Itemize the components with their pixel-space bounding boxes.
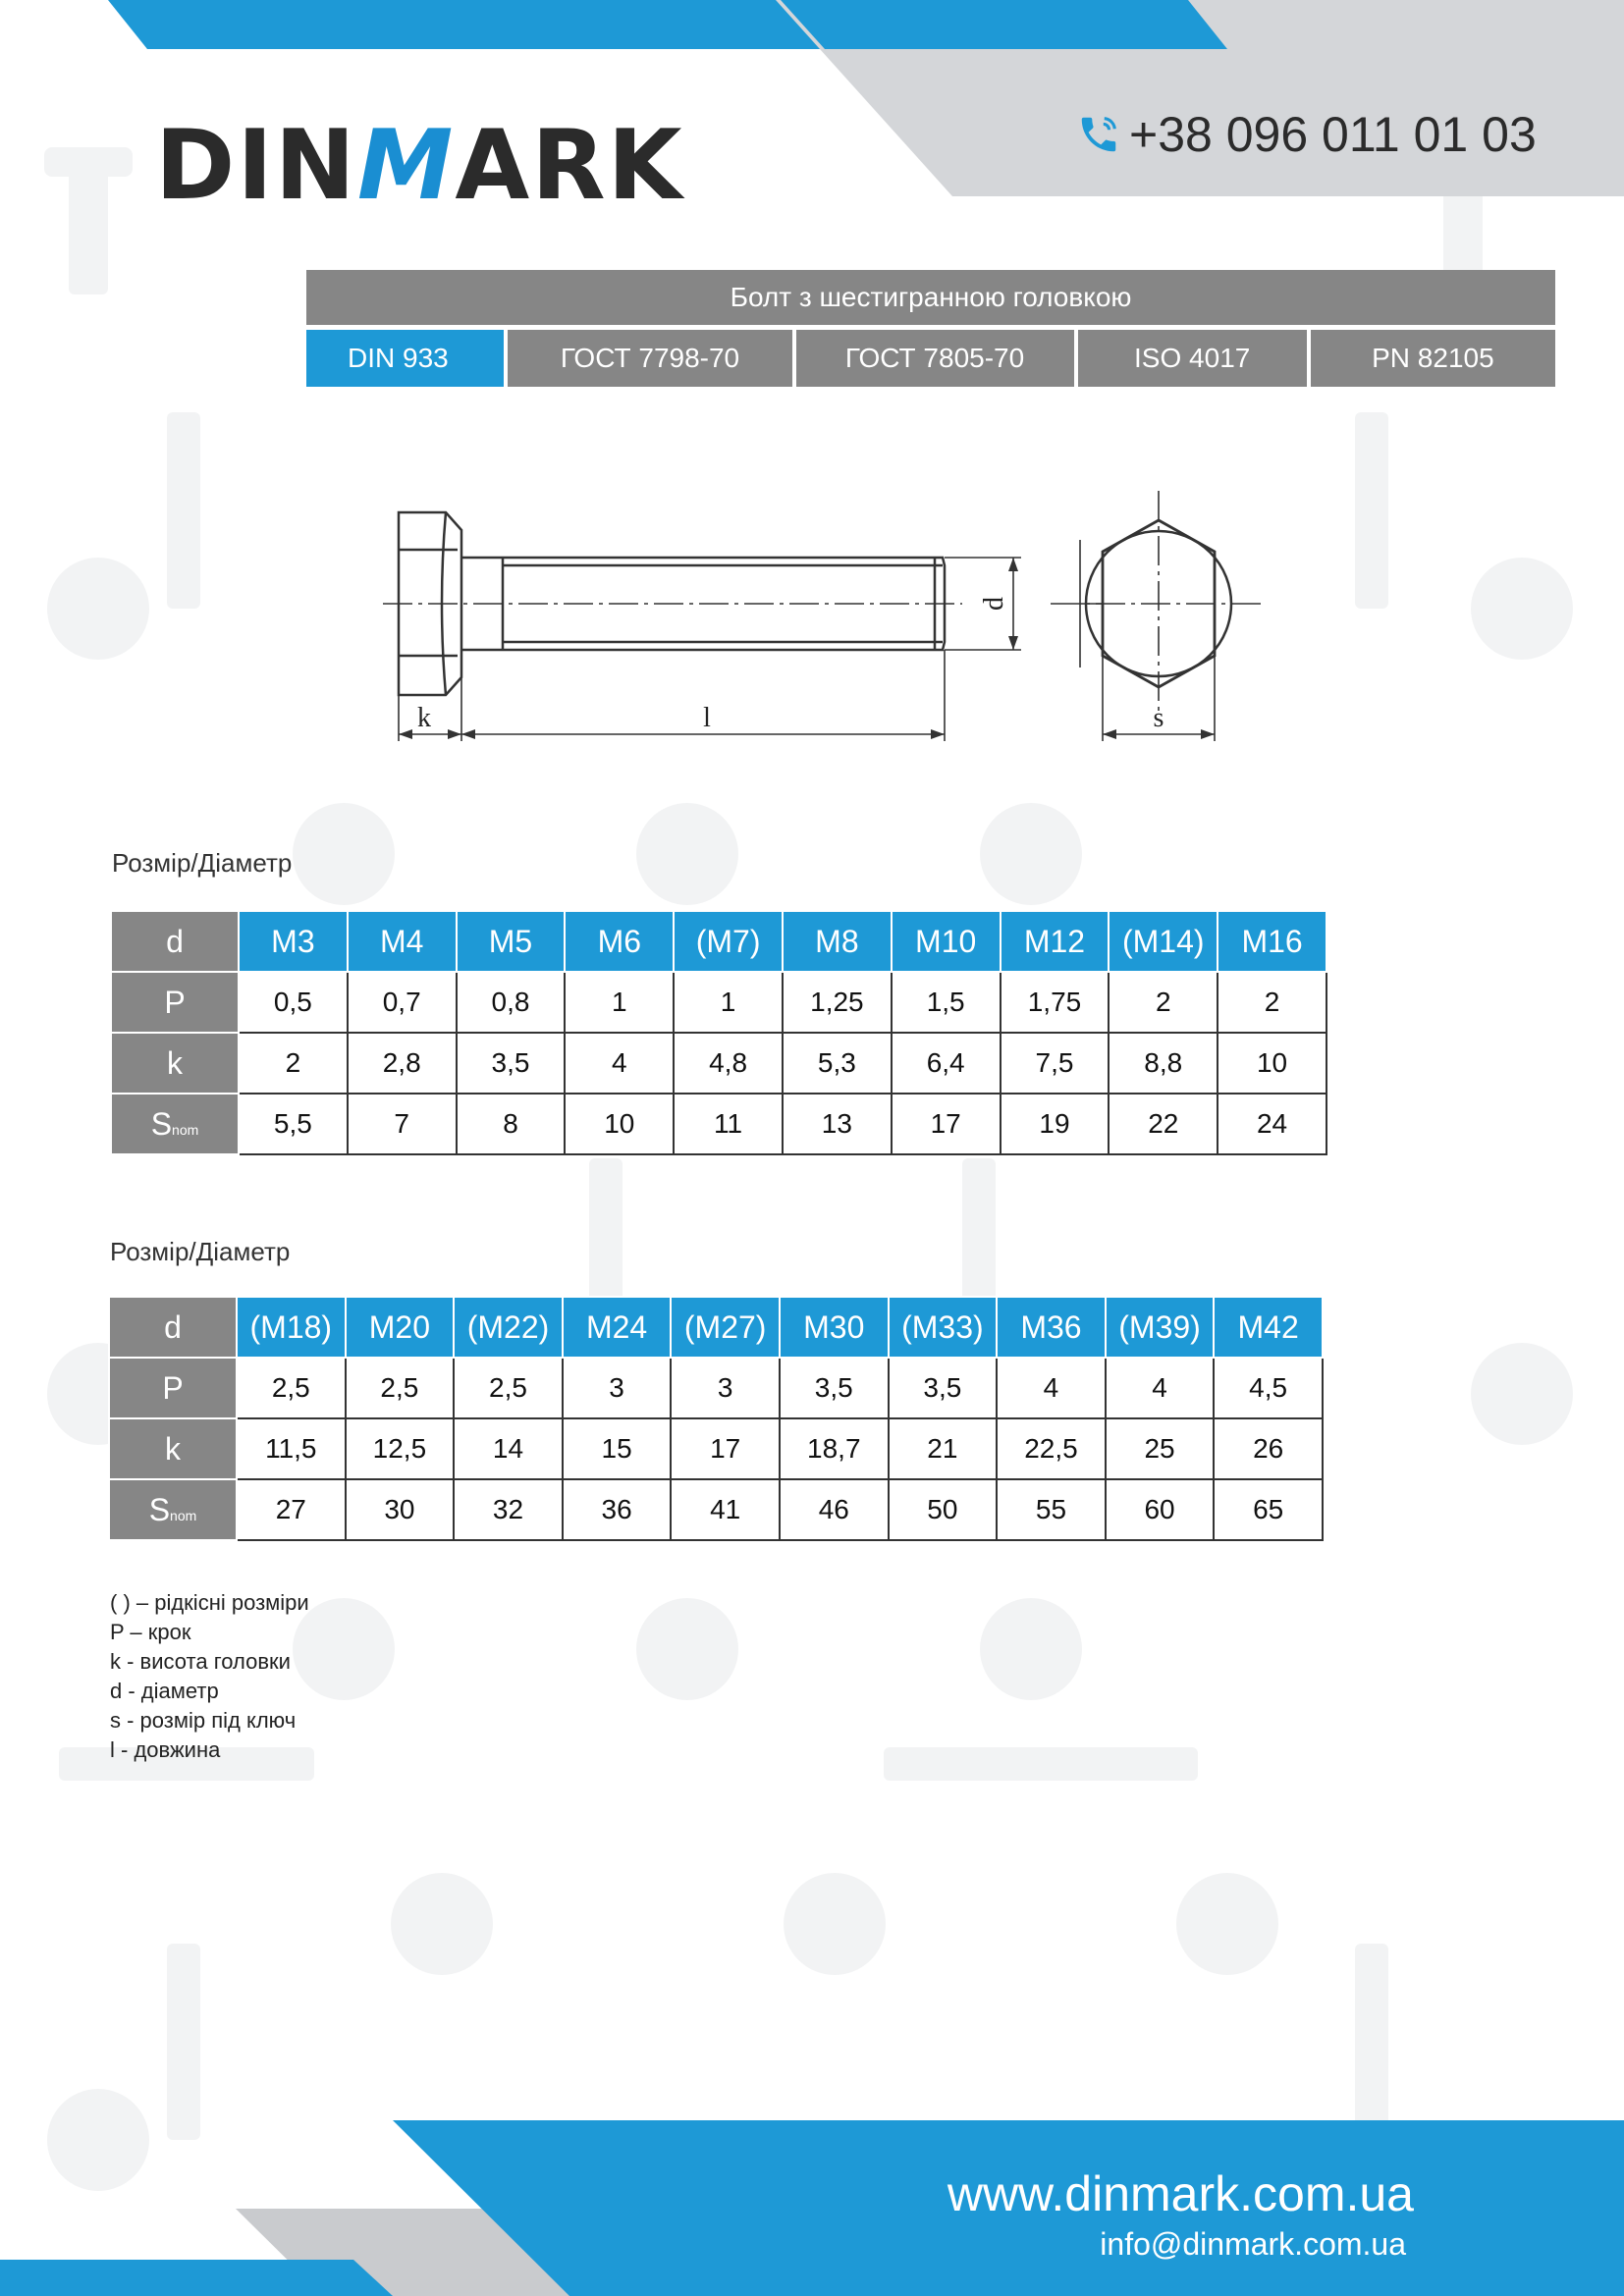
size-cell: M30 — [780, 1297, 889, 1358]
bolt-technical-drawing — [373, 481, 1316, 756]
table-row — [111, 911, 1326, 972]
value-cell: 1,5 — [892, 972, 1001, 1033]
size-cell: (M27) — [671, 1297, 780, 1358]
legend-item: s - розмір під ключ — [110, 1708, 297, 1733]
size-table-2 — [108, 1296, 1324, 1541]
value-cell: 0,7 — [348, 972, 457, 1033]
value-cell: 8 — [457, 1094, 566, 1154]
dimension-label-k: k — [417, 703, 431, 733]
value-cell: 4,5 — [1214, 1358, 1323, 1418]
value-cell: 55 — [997, 1479, 1106, 1540]
table-row — [109, 1479, 1323, 1540]
value-cell: 11,5 — [237, 1418, 346, 1479]
value-cell: 2 — [1109, 972, 1218, 1033]
legend-item: ( ) – рідкісні розміри — [110, 1590, 309, 1615]
value-cell: 21 — [889, 1418, 998, 1479]
value-cell: 18,7 — [780, 1418, 889, 1479]
value-cell: 12,5 — [346, 1418, 455, 1479]
value-cell: 41 — [671, 1479, 780, 1540]
website-link[interactable]: www.dinmark.com.ua — [947, 2166, 1414, 2221]
size-cell: M36 — [997, 1297, 1106, 1358]
legend-item: k - висота головки — [110, 1649, 291, 1674]
row-header-d: d — [109, 1297, 237, 1358]
value-cell: 2,8 — [348, 1033, 457, 1094]
value-cell: 2,5 — [454, 1358, 563, 1418]
standards-row — [306, 330, 1555, 387]
row-header-k: k — [111, 1033, 239, 1094]
size-cell: (M14) — [1109, 911, 1218, 972]
table-2-caption: Розмір/Діаметр — [110, 1237, 291, 1266]
value-cell: 22,5 — [997, 1418, 1106, 1479]
value-cell: 11 — [674, 1094, 783, 1154]
email-link[interactable]: info@dinmark.com.ua — [1100, 2226, 1406, 2262]
value-cell: 7,5 — [1001, 1033, 1110, 1094]
size-cell: M6 — [565, 911, 674, 972]
value-cell: 4 — [997, 1358, 1106, 1418]
size-cell: M20 — [346, 1297, 455, 1358]
standard-tab-iso4017[interactable]: ISO 4017 — [1078, 330, 1307, 387]
dimension-label-s: s — [1153, 703, 1164, 733]
row-header-d: d — [111, 911, 239, 972]
value-cell: 50 — [889, 1479, 998, 1540]
table-1-caption: Розмір/Діаметр — [112, 848, 293, 878]
value-cell: 2 — [1218, 972, 1326, 1033]
value-cell: 3,5 — [457, 1033, 566, 1094]
row-header-p: P — [111, 972, 239, 1033]
size-cell: (M7) — [674, 911, 783, 972]
value-cell: 30 — [346, 1479, 455, 1540]
value-cell: 36 — [563, 1479, 672, 1540]
value-cell: 25 — [1106, 1418, 1215, 1479]
table-row — [111, 972, 1326, 1033]
value-cell: 15 — [563, 1418, 672, 1479]
footer-blue-strip — [0, 2260, 393, 2296]
value-cell: 26 — [1214, 1418, 1323, 1479]
value-cell: 3,5 — [889, 1358, 998, 1418]
value-cell: 46 — [780, 1479, 889, 1540]
value-cell: 0,5 — [239, 972, 348, 1033]
table-row — [109, 1418, 1323, 1479]
dimension-label-d: d — [979, 597, 1009, 611]
value-cell: 13 — [783, 1094, 892, 1154]
size-cell: (M39) — [1106, 1297, 1215, 1358]
size-cell: M10 — [892, 911, 1001, 972]
size-cell: M24 — [563, 1297, 672, 1358]
standard-tab-gost7798[interactable]: ГОСТ 7798-70 — [508, 330, 791, 387]
table-row — [109, 1297, 1323, 1358]
background-pattern — [44, 147, 1573, 2191]
size-cell: M4 — [348, 911, 457, 972]
size-cell: M5 — [457, 911, 566, 972]
value-cell: 6,4 — [892, 1033, 1001, 1094]
row-header-k: k — [109, 1418, 237, 1479]
value-cell: 27 — [237, 1479, 346, 1540]
value-cell: 22 — [1109, 1094, 1218, 1154]
value-cell: 5,5 — [239, 1094, 348, 1154]
table-row — [111, 1094, 1326, 1154]
value-cell: 10 — [565, 1094, 674, 1154]
size-cell: M42 — [1214, 1297, 1323, 1358]
dimension-label-l: l — [703, 703, 711, 733]
value-cell: 0,8 — [457, 972, 566, 1033]
value-cell: 24 — [1218, 1094, 1326, 1154]
value-cell: 4,8 — [674, 1033, 783, 1094]
value-cell: 1 — [674, 972, 783, 1033]
value-cell: 1,75 — [1001, 972, 1110, 1033]
size-table-1 — [110, 910, 1327, 1155]
standard-tab-gost7805[interactable]: ГОСТ 7805-70 — [796, 330, 1074, 387]
size-cell: M8 — [783, 911, 892, 972]
row-header-s: Snom — [111, 1094, 239, 1154]
table-row — [111, 1033, 1326, 1094]
size-cell: (M33) — [889, 1297, 998, 1358]
dinmark-logo: DINMARK — [155, 110, 684, 222]
value-cell: 3 — [563, 1358, 672, 1418]
value-cell: 1,25 — [783, 972, 892, 1033]
value-cell: 10 — [1218, 1033, 1326, 1094]
row-header-p: P — [109, 1358, 237, 1418]
legend-item: d - діаметр — [110, 1679, 219, 1703]
table-row — [109, 1358, 1323, 1418]
value-cell: 4 — [1106, 1358, 1215, 1418]
size-cell: (M18) — [237, 1297, 346, 1358]
value-cell: 3,5 — [780, 1358, 889, 1418]
phone-number[interactable]: +38 096 011 01 03 — [1129, 107, 1537, 162]
value-cell: 1 — [565, 972, 674, 1033]
value-cell: 8,8 — [1109, 1033, 1218, 1094]
size-cell: M3 — [239, 911, 348, 972]
value-cell: 19 — [1001, 1094, 1110, 1154]
value-cell: 5,3 — [783, 1033, 892, 1094]
value-cell: 7 — [348, 1094, 457, 1154]
row-header-s: Snom — [109, 1479, 237, 1540]
value-cell: 2 — [239, 1033, 348, 1094]
size-cell: (M22) — [454, 1297, 563, 1358]
standard-tab-din933[interactable]: DIN 933 — [306, 330, 504, 387]
size-cell: M12 — [1001, 911, 1110, 972]
standard-tab-pn82105[interactable]: PN 82105 — [1311, 330, 1555, 387]
value-cell: 32 — [454, 1479, 563, 1540]
value-cell: 14 — [454, 1418, 563, 1479]
legend — [110, 1588, 309, 1765]
legend-item: P – крок — [110, 1620, 191, 1644]
value-cell: 2,5 — [346, 1358, 455, 1418]
value-cell: 4 — [565, 1033, 674, 1094]
phone-icon — [1076, 112, 1121, 157]
value-cell: 65 — [1214, 1479, 1323, 1540]
size-cell: M16 — [1218, 911, 1326, 972]
legend-item: l - довжина — [110, 1737, 221, 1762]
value-cell: 3 — [671, 1358, 780, 1418]
value-cell: 17 — [671, 1418, 780, 1479]
value-cell: 60 — [1106, 1479, 1215, 1540]
product-title: Болт з шестигранною головкою — [306, 270, 1555, 325]
value-cell: 17 — [892, 1094, 1001, 1154]
value-cell: 2,5 — [237, 1358, 346, 1418]
phone-contact[interactable] — [1076, 106, 1537, 163]
header-blue-corner — [781, 0, 1227, 49]
